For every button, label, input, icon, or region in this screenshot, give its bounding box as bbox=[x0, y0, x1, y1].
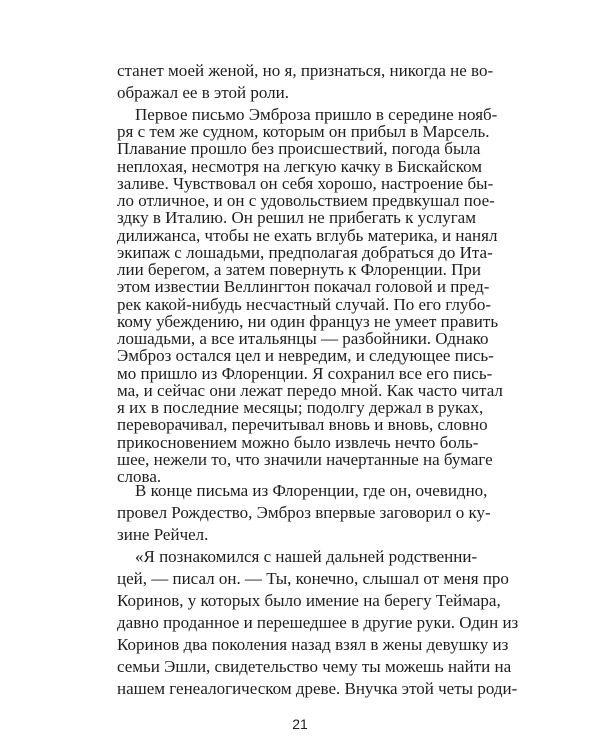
text-line: Коринов, у которых было имение на берегу Теймара, bbox=[117, 591, 501, 610]
text-line: В конце письма из Флоренции, где он, очевидно, bbox=[135, 481, 488, 500]
text-line: рек какой-нибудь несчастный случай. По его глубо- bbox=[117, 295, 492, 314]
text-line: давно проданное и перешедшее в другие руки. Один из bbox=[117, 613, 519, 632]
text-line: дилижанса, чтобы не ехать вглубь материка, и нанял bbox=[117, 226, 498, 245]
text-line: этом известии Веллингтон покачал головой и пред- bbox=[117, 277, 490, 296]
text-line: зине Рейчел. bbox=[117, 525, 209, 544]
text-line: Коринов два поколения назад взял в жены девушку из bbox=[117, 635, 509, 654]
text-line: я их в последние месяцы; подолгу держал в руках, bbox=[117, 398, 484, 417]
text-line: цей, — писал он. — Ты, конечно, слышал от меня про bbox=[117, 569, 509, 588]
text-line: ло отличное, и он с удовольствием предвкушал пое- bbox=[117, 191, 495, 210]
text-line: шее, нежели то, что значили начертанные на бумаге bbox=[117, 450, 493, 469]
text-line: ма, и сейчас они лежат передо мной. Как часто читал bbox=[117, 381, 503, 400]
text-line: переворачивал, перечитывал вновь и вновь, словно bbox=[117, 415, 488, 434]
text-line: «Я познакомился с нашей дальней родственни- bbox=[135, 547, 478, 566]
text-line: здку в Италию. Он решил не прибегать к услугам bbox=[117, 208, 476, 227]
text-line: провел Рождество, Эмброз впервые заговорил о ку- bbox=[117, 503, 491, 522]
text-line: слова. bbox=[117, 467, 162, 486]
text-line: кому убеждению, ни один француз не умеет править bbox=[117, 312, 499, 331]
text-line: ображал ее в этой роли. bbox=[117, 83, 289, 102]
text-line: нашем генеалогическом древе. Внучка этой четы роди- bbox=[117, 679, 518, 698]
text-line: Эмброз остался цел и невредим, и следующее пись- bbox=[117, 346, 494, 365]
text-line: мо пришло из Флоренции. Я сохранил все его пись- bbox=[117, 364, 493, 383]
text-line: станет моей женой, но я, признаться, никогда не во- bbox=[117, 61, 494, 80]
text-line: семьи Эшли, свидетельство чему ты можешь найти на bbox=[117, 657, 512, 676]
text-line: ря с тем же судном, которым он прибыл в Марсель. bbox=[117, 122, 490, 141]
text-line: экипаж с лошадьми, предполагая добраться до Ита- bbox=[117, 243, 493, 262]
text-line: Плавание прошло без происшествий, погода была bbox=[117, 139, 481, 158]
text-line: прикосновением можно было извлечь нечто боль- bbox=[117, 433, 479, 452]
text-line: лошадьми, а все итальянцы — разбойники. Однако bbox=[117, 329, 489, 348]
text-line: Первое письмо Эмброза пришло в середине нояб- bbox=[135, 105, 498, 124]
text-line: заливе. Чувствовал он себя хорошо, настроение бы- bbox=[117, 174, 494, 193]
text-line: неплохая, несмотря на легкую качку в Бискайском bbox=[117, 157, 483, 176]
page-number: 21 bbox=[292, 716, 308, 732]
text-line: лии берегом, а затем повернуть к Флоренции. При bbox=[117, 260, 482, 279]
